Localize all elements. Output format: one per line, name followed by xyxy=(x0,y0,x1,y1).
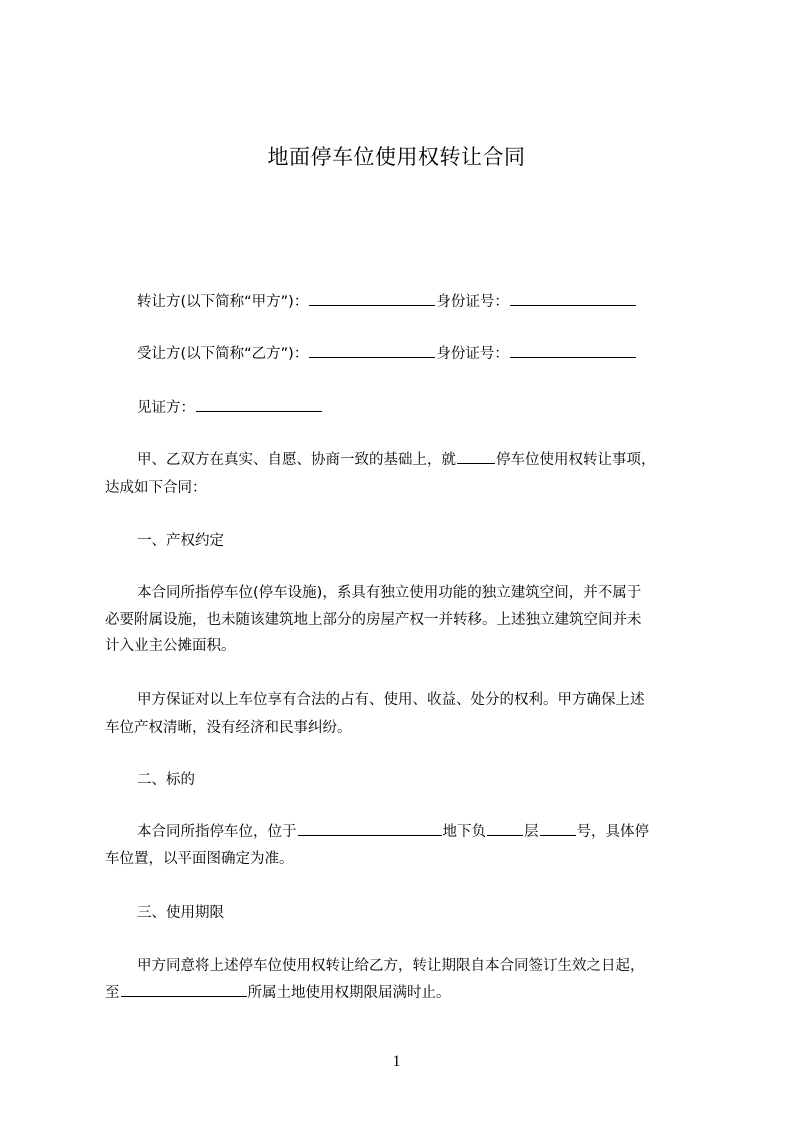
section2-line1 xyxy=(137,818,649,846)
section1-p2-line1: 甲方保证对以上车位享有合法的占有、使用、收益、处分的权利。甲方确保上述 xyxy=(137,692,645,708)
section3-line1: 甲方同意将上述停车位使用权转让给乙方，转让期限自本合同签订生效之日起， xyxy=(137,958,645,974)
section2-line2: 车位置，以平面图确定为准。 xyxy=(105,851,294,867)
transferee-id-label: 身份证号： xyxy=(436,346,509,362)
section3-text-2: 所属土地使用权期限届满时止。 xyxy=(247,985,451,1001)
section2-text-2: 地下负 xyxy=(442,824,486,840)
intro-blank xyxy=(457,448,495,464)
section1-p1-line3: 计入业主公摊面积。 xyxy=(105,638,236,654)
intro-text-2: 停车位使用权转让事项， xyxy=(496,452,656,468)
document-title: 地面停车位使用权转让合同 xyxy=(267,145,526,169)
transferee-name-blank xyxy=(309,342,435,358)
transferee-id-blank xyxy=(510,342,636,358)
section1-heading: 一、产权约定 xyxy=(137,533,224,549)
location-blank xyxy=(298,820,442,836)
transferor-id-label: 身份证号： xyxy=(436,294,509,310)
section2-text-4: 号，具体停 xyxy=(576,824,649,840)
section1-p2-line2: 车位产权清晰，没有经济和民事纠纷。 xyxy=(105,720,352,736)
section2-text-3: 层 xyxy=(524,824,539,840)
section3-heading: 三、使用期限 xyxy=(137,905,224,921)
number-blank xyxy=(540,820,576,836)
intro-line-1 xyxy=(137,446,656,474)
transferor-label: 转让方(以下简称“甲方”)： xyxy=(137,294,309,310)
section3-text-1: 至 xyxy=(105,985,120,1001)
witness-label: 见证方： xyxy=(137,400,195,416)
transferor-name-blank xyxy=(309,290,435,306)
transferor-line xyxy=(137,288,637,316)
transferee-line xyxy=(137,340,637,368)
section3-line2 xyxy=(105,979,451,1007)
witness-name-blank xyxy=(196,396,322,412)
transferee-label: 受让方(以下简称“乙方”)： xyxy=(137,346,309,362)
page-number: 1 xyxy=(392,1053,401,1070)
section1-p1-line1: 本合同所指停车位(停车设施)，系具有独立使用功能的独立建筑空间，并不属于 xyxy=(137,585,642,601)
witness-line xyxy=(137,394,323,422)
section2-heading: 二、标的 xyxy=(137,772,195,788)
end-date-blank xyxy=(121,981,247,997)
section2-text-1: 本合同所指停车位，位于 xyxy=(137,824,297,840)
section1-p1-line2: 必要附属设施，也未随该建筑地上部分的房屋产权一并转移。上述独立建筑空间并未 xyxy=(105,612,642,628)
intro-line-2: 达成如下合同： xyxy=(105,480,207,496)
transferor-id-blank xyxy=(510,290,636,306)
intro-text-1: 甲、乙双方在真实、自愿、协商一致的基础上，就 xyxy=(137,452,456,468)
floor-blank xyxy=(487,820,523,836)
